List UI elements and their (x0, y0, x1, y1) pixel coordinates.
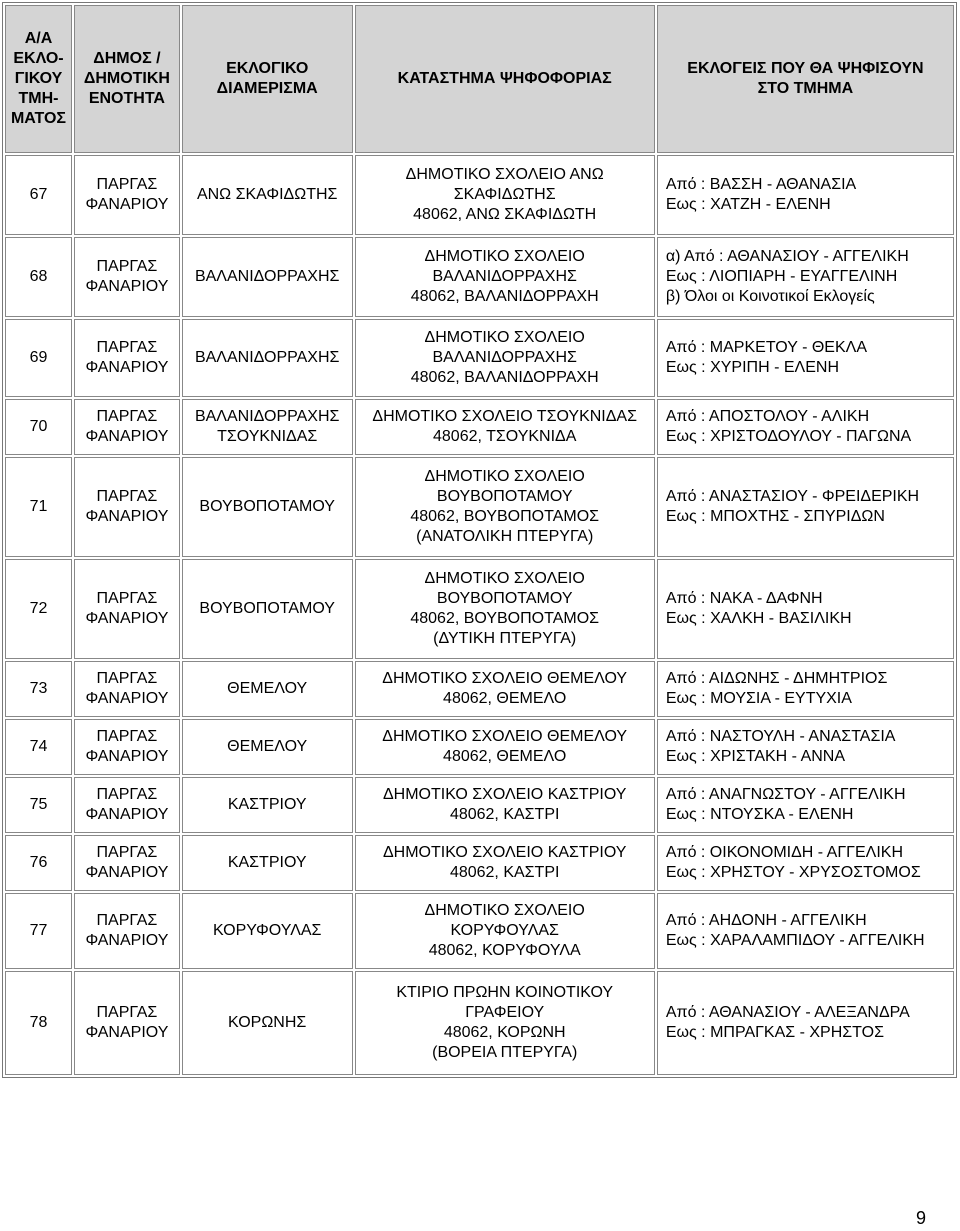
municipality-line: ΠΑΡΓΑΣ (96, 408, 158, 425)
polling-station-line: ΚΤΙΡΙΟ ΠΡΩΗΝ ΚΟΙΝΟΤΙΚΟΥ (396, 984, 614, 1001)
voters-line: Από : ΑΗΔΟΝΗ - ΑΓΓΕΛΙΚΗ (665, 912, 867, 929)
polling-station-line: 48062, ΒΑΛΑΝΙΔΟΡΡΑΧΗ (410, 369, 599, 386)
polling-table-container (2, 2, 957, 1078)
district-line: ΤΣΟΥΚΝΙΔΑΣ (217, 428, 318, 445)
municipality-cell (74, 777, 180, 833)
header-electoral-district (182, 5, 353, 153)
voters-cell (657, 719, 954, 775)
municipality-line: ΠΑΡΓΑΣ (96, 670, 158, 687)
table-row (5, 835, 954, 891)
polling-station-line: 48062, ΚΑΣΤΡΙ (449, 806, 560, 823)
polling-station-cell (355, 457, 655, 557)
district-cell (182, 457, 353, 557)
district-cell (182, 893, 353, 969)
municipality-cell (74, 237, 180, 317)
municipality-cell (74, 661, 180, 717)
polling-station-line: 48062, ΑΝΩ ΣΚΑΦΙΔΩΤΗ (413, 206, 597, 223)
voters-line: Από : ΑΝΑΣΤΑΣΙΟΥ - ΦΡΕΙΔΕΡΙΚΗ (665, 488, 920, 505)
section-number-cell: 77 (5, 893, 72, 969)
voters-line: Από : ΟΙΚΟΝΟΜΙΔΗ - ΑΓΓΕΛΙΚΗ (665, 844, 903, 861)
district-line: ΚΑΣΤΡΙΟΥ (227, 796, 307, 813)
header-line: ΕΝΟΤΗΤΑ (88, 90, 165, 107)
polling-station-line: ΣΚΑΦΙΔΩΤΗΣ (453, 186, 556, 203)
district-line: ΚΑΣΤΡΙΟΥ (227, 854, 307, 871)
polling-station-line: ΔΗΜΟΤΙΚΟ ΣΧΟΛΕΙΟ (424, 902, 585, 919)
voters-line: Από : ΝΑΚΑ - ΔΑΦΝΗ (665, 590, 823, 607)
municipality-line: ΠΑΡΓΑΣ (96, 844, 158, 861)
district-cell (182, 835, 353, 891)
table-row (5, 719, 954, 775)
municipality-line: ΦΑΝΑΡΙΟΥ (85, 610, 169, 627)
polling-stations-table (2, 2, 957, 1078)
voters-cell (657, 971, 954, 1075)
section-number-cell: 69 (5, 319, 72, 397)
polling-station-cell (355, 719, 655, 775)
polling-station-line: (ΒΟΡΕΙΑ ΠΤΕΡΥΓΑ) (432, 1044, 578, 1061)
polling-station-line: ΒΑΛΑΝΙΔΟΡΡΑΧΗΣ (432, 268, 577, 285)
polling-station-cell (355, 319, 655, 397)
voters-line: Εως : ΧΥΡΙΠΗ - ΕΛΕΝΗ (665, 359, 839, 376)
polling-station-line: 48062, ΘΕΜΕΛΟ (443, 690, 567, 707)
polling-station-line: 48062, ΒΟΥΒΟΠΟΤΑΜΟΣ (410, 508, 600, 525)
polling-station-line: ΓΡΑΦΕΙΟΥ (465, 1004, 545, 1021)
polling-station-line: 48062, ΒΟΥΒΟΠΟΤΑΜΟΣ (410, 610, 600, 627)
table-row (5, 893, 954, 969)
district-cell (182, 399, 353, 455)
voters-cell (657, 155, 954, 235)
voters-cell (657, 319, 954, 397)
table-row (5, 155, 954, 235)
voters-cell (657, 777, 954, 833)
municipality-cell (74, 835, 180, 891)
voters-line: Εως : ΝΤΟΥΣΚΑ - ΕΛΕΝΗ (665, 806, 854, 823)
district-line: ΘΕΜΕΛΟΥ (227, 680, 308, 697)
voters-line: Εως : ΧΡΗΣΤΟΥ - ΧΡΥΣΟΣΤΟΜΟΣ (665, 864, 921, 881)
table-row (5, 971, 954, 1075)
table-row (5, 399, 954, 455)
voters-line: Από : ΑΠΟΣΤΟΛΟΥ - ΑΛΙΚΗ (665, 408, 870, 425)
voters-line: Εως : ΧΡΙΣΤΑΚΗ - ΑΝΝΑ (665, 748, 846, 765)
section-number-cell: 74 (5, 719, 72, 775)
voters-cell (657, 835, 954, 891)
polling-station-line: ΔΗΜΟΤΙΚΟ ΣΧΟΛΕΙΟ (424, 570, 585, 587)
polling-station-cell (355, 777, 655, 833)
polling-station-line: ΒΑΛΑΝΙΔΟΡΡΑΧΗΣ (432, 349, 577, 366)
polling-station-cell (355, 155, 655, 235)
voters-line: Από : ΑΝΑΓΝΩΣΤΟΥ - ΑΓΓΕΛΙΚΗ (665, 786, 906, 803)
municipality-line: ΦΑΝΑΡΙΟΥ (85, 196, 169, 213)
district-cell (182, 155, 353, 235)
section-number-cell: 68 (5, 237, 72, 317)
municipality-line: ΠΑΡΓΑΣ (96, 339, 158, 356)
polling-station-line: ΔΗΜΟΤΙΚΟ ΣΧΟΛΕΙΟ ΘΕΜΕΛΟΥ (382, 728, 628, 745)
section-number-cell: 78 (5, 971, 72, 1075)
voters-cell (657, 457, 954, 557)
municipality-line: ΠΑΡΓΑΣ (96, 728, 158, 745)
section-number-cell: 73 (5, 661, 72, 717)
district-line: ΒΑΛΑΝΙΔΟΡΡΑΧΗΣ (194, 349, 340, 366)
district-cell (182, 719, 353, 775)
polling-station-cell (355, 971, 655, 1075)
table-row (5, 559, 954, 659)
table-row (5, 661, 954, 717)
header-section-number (5, 5, 72, 153)
polling-station-line: 48062, ΚΟΡΥΦΟΥΛΑ (428, 942, 581, 959)
polling-station-line: 48062, ΘΕΜΕΛΟ (443, 748, 567, 765)
voters-line: β) Όλοι οι Κοινοτικοί Εκλογείς (665, 288, 875, 305)
voters-line: Εως : ΧΑΛΚΗ - ΒΑΣΙΛΙΚΗ (665, 610, 852, 627)
header-line: Α/Α (24, 30, 53, 47)
district-cell (182, 777, 353, 833)
polling-station-cell (355, 893, 655, 969)
municipality-line: ΦΑΝΑΡΙΟΥ (85, 359, 169, 376)
municipality-line: ΠΑΡΓΑΣ (96, 176, 158, 193)
polling-station-cell (355, 237, 655, 317)
polling-station-line: 48062, ΒΑΛΑΝΙΔΟΡΡΑΧΗ (410, 288, 599, 305)
header-voters (657, 5, 954, 153)
district-line: ΘΕΜΕΛΟΥ (227, 738, 308, 755)
voters-cell (657, 893, 954, 969)
municipality-line: ΦΑΝΑΡΙΟΥ (85, 428, 169, 445)
district-cell (182, 661, 353, 717)
polling-station-line: ΔΗΜΟΤΙΚΟ ΣΧΟΛΕΙΟ (424, 468, 585, 485)
header-row (5, 5, 954, 153)
municipality-cell (74, 155, 180, 235)
table-row (5, 777, 954, 833)
header-line: ΣΤΟ ΤΜΗΜΑ (757, 80, 854, 97)
polling-station-line: ΒΟΥΒΟΠΟΤΑΜΟΥ (436, 590, 573, 607)
section-number-cell: 76 (5, 835, 72, 891)
district-line: ΒΑΛΑΝΙΔΟΡΡΑΧΗΣ (194, 268, 340, 285)
voters-cell (657, 559, 954, 659)
voters-line: Από : ΑΙΔΩΝΗΣ - ΔΗΜΗΤΡΙΟΣ (665, 670, 888, 687)
district-line: ΑΝΩ ΣΚΑΦΙΔΩΤΗΣ (196, 186, 338, 203)
municipality-line: ΦΑΝΑΡΙΟΥ (85, 508, 169, 525)
header-line: ΕΚΛΟΓΕΙΣ ΠΟΥ ΘΑ ΨΗΦΙΣΟΥΝ (687, 60, 924, 77)
header-line: ΤΜΗ- (18, 90, 59, 107)
polling-station-line: ΔΗΜΟΤΙΚΟ ΣΧΟΛΕΙΟ (424, 248, 585, 265)
header-polling-station (355, 5, 655, 153)
municipality-line: ΦΑΝΑΡΙΟΥ (85, 1024, 169, 1041)
district-line: ΚΟΡΥΦΟΥΛΑΣ (212, 922, 322, 939)
district-line: ΚΟΡΩΝΗΣ (228, 1014, 307, 1031)
polling-station-line: ΒΟΥΒΟΠΟΤΑΜΟΥ (436, 488, 573, 505)
district-cell (182, 971, 353, 1075)
district-line: ΒΑΛΑΝΙΔΟΡΡΑΧΗΣ (194, 408, 340, 425)
polling-station-line: ΚΟΡΥΦΟΥΛΑΣ (450, 922, 559, 939)
voters-line: Εως : ΜΟΥΣΙΑ - ΕΥΤΥΧΙΑ (665, 690, 852, 707)
voters-line: Εως : ΜΠΟΧΤΗΣ - ΣΠΥΡΙΔΩΝ (665, 508, 885, 525)
municipality-line: ΦΑΝΑΡΙΟΥ (85, 806, 169, 823)
polling-station-line: ΔΗΜΟΤΙΚΟ ΣΧΟΛΕΙΟ ΑΝΩ (405, 166, 604, 183)
polling-station-line: ΔΗΜΟΤΙΚΟ ΣΧΟΛΕΙΟ ΚΑΣΤΡΙΟΥ (382, 786, 627, 803)
table-body (5, 155, 954, 1075)
header-line: ΜΑΤΟΣ (10, 110, 67, 127)
voters-cell (657, 237, 954, 317)
municipality-line: ΦΑΝΑΡΙΟΥ (85, 278, 169, 295)
section-number-cell: 75 (5, 777, 72, 833)
polling-station-cell (355, 835, 655, 891)
polling-station-line: 48062, ΤΣΟΥΚΝΙΔΑ (433, 428, 577, 445)
municipality-line: ΠΑΡΓΑΣ (96, 786, 158, 803)
polling-station-line: ΔΗΜΟΤΙΚΟ ΣΧΟΛΕΙΟ ΚΑΣΤΡΙΟΥ (382, 844, 627, 861)
voters-line: Από : ΑΘΑΝΑΣΙΟΥ - ΑΛΕΞΑΝΔΡΑ (665, 1004, 910, 1021)
voters-line: Εως : ΜΠΡΑΓΚΑΣ - ΧΡΗΣΤΟΣ (665, 1024, 884, 1041)
municipality-line: ΠΑΡΓΑΣ (96, 488, 158, 505)
polling-station-line: ΔΗΜΟΤΙΚΟ ΣΧΟΛΕΙΟ ΘΕΜΕΛΟΥ (382, 670, 628, 687)
header-line: ΚΑΤΑΣΤΗΜΑ ΨΗΦΟΦΟΡΙΑΣ (397, 70, 612, 87)
section-number-cell: 72 (5, 559, 72, 659)
table-row (5, 457, 954, 557)
voters-line: α) Από : ΑΘΑΝΑΣΙΟΥ - ΑΓΓΕΛΙΚΗ (665, 248, 909, 265)
voters-line: Από : ΒΑΣΣΗ - ΑΘΑΝΑΣΙΑ (665, 176, 857, 193)
page-number: 9 (915, 1208, 926, 1228)
polling-station-line: 48062, ΚΑΣΤΡΙ (449, 864, 560, 881)
municipality-cell (74, 457, 180, 557)
municipality-line: ΠΑΡΓΑΣ (96, 258, 158, 275)
district-cell (182, 319, 353, 397)
section-number-cell: 67 (5, 155, 72, 235)
municipality-cell (74, 719, 180, 775)
municipality-cell (74, 971, 180, 1075)
municipality-line: ΠΑΡΓΑΣ (96, 590, 158, 607)
polling-station-line: 48062, ΚΟΡΩΝΗ (443, 1024, 566, 1041)
municipality-cell (74, 893, 180, 969)
municipality-cell (74, 559, 180, 659)
header-line: ΔΗΜΟΤΙΚΗ (83, 70, 170, 87)
municipality-line: ΦΑΝΑΡΙΟΥ (85, 864, 169, 881)
voters-line: Εως : ΧΑΤΖΗ - ΕΛΕΝΗ (665, 196, 831, 213)
voters-cell (657, 661, 954, 717)
polling-station-cell (355, 661, 655, 717)
voters-cell (657, 399, 954, 455)
municipality-line: ΦΑΝΑΡΙΟΥ (85, 932, 169, 949)
header-line: ΕΚΛΟ- (13, 50, 64, 67)
polling-station-line: ΔΗΜΟΤΙΚΟ ΣΧΟΛΕΙΟ ΤΣΟΥΚΝΙΔΑΣ (372, 408, 637, 425)
polling-station-line: (ΑΝΑΤΟΛΙΚΗ ΠΤΕΡΥΓΑ) (416, 528, 594, 545)
district-cell (182, 559, 353, 659)
municipality-line: ΠΑΡΓΑΣ (96, 1004, 158, 1021)
header-line: ΔΙΑΜΕΡΙΣΜΑ (216, 80, 318, 97)
header-line: ΔΗΜΟΣ / (93, 50, 161, 67)
voters-line: Από : ΝΑΣΤΟΥΛΗ - ΑΝΑΣΤΑΣΙΑ (665, 728, 896, 745)
header-line: ΕΚΛΟΓΙΚΟ (226, 60, 309, 77)
municipality-cell (74, 319, 180, 397)
table-row (5, 237, 954, 317)
voters-line: Εως : ΛΙΟΠΙΑΡΗ - ΕΥΑΓΓΕΛΙΝΗ (665, 268, 898, 285)
polling-station-line: ΔΗΜΟΤΙΚΟ ΣΧΟΛΕΙΟ (424, 329, 585, 346)
municipality-line: ΠΑΡΓΑΣ (96, 912, 158, 929)
section-number-cell: 70 (5, 399, 72, 455)
polling-station-cell (355, 559, 655, 659)
voters-line: Εως : ΧΡΙΣΤΟΔΟΥΛΟΥ - ΠΑΓΩΝΑ (665, 428, 912, 445)
polling-station-line: (ΔΥΤΙΚΗ ΠΤΕΡΥΓΑ) (433, 630, 577, 647)
municipality-cell (74, 399, 180, 455)
section-number-cell: 71 (5, 457, 72, 557)
voters-line: Από : ΜΑΡΚΕΤΟΥ - ΘΕΚΛΑ (665, 339, 867, 356)
table-row (5, 319, 954, 397)
district-line: ΒΟΥΒΟΠΟΤΑΜΟΥ (199, 600, 335, 617)
header-line: ΓΙΚΟΥ (14, 70, 63, 87)
header-municipality (74, 5, 180, 153)
district-cell (182, 237, 353, 317)
district-line: ΒΟΥΒΟΠΟΤΑΜΟΥ (199, 498, 335, 515)
municipality-line: ΦΑΝΑΡΙΟΥ (85, 690, 169, 707)
voters-line: Εως : ΧΑΡΑΛΑΜΠΙΔΟΥ - ΑΓΓΕΛΙΚΗ (665, 932, 925, 949)
municipality-line: ΦΑΝΑΡΙΟΥ (85, 748, 169, 765)
polling-station-cell (355, 399, 655, 455)
